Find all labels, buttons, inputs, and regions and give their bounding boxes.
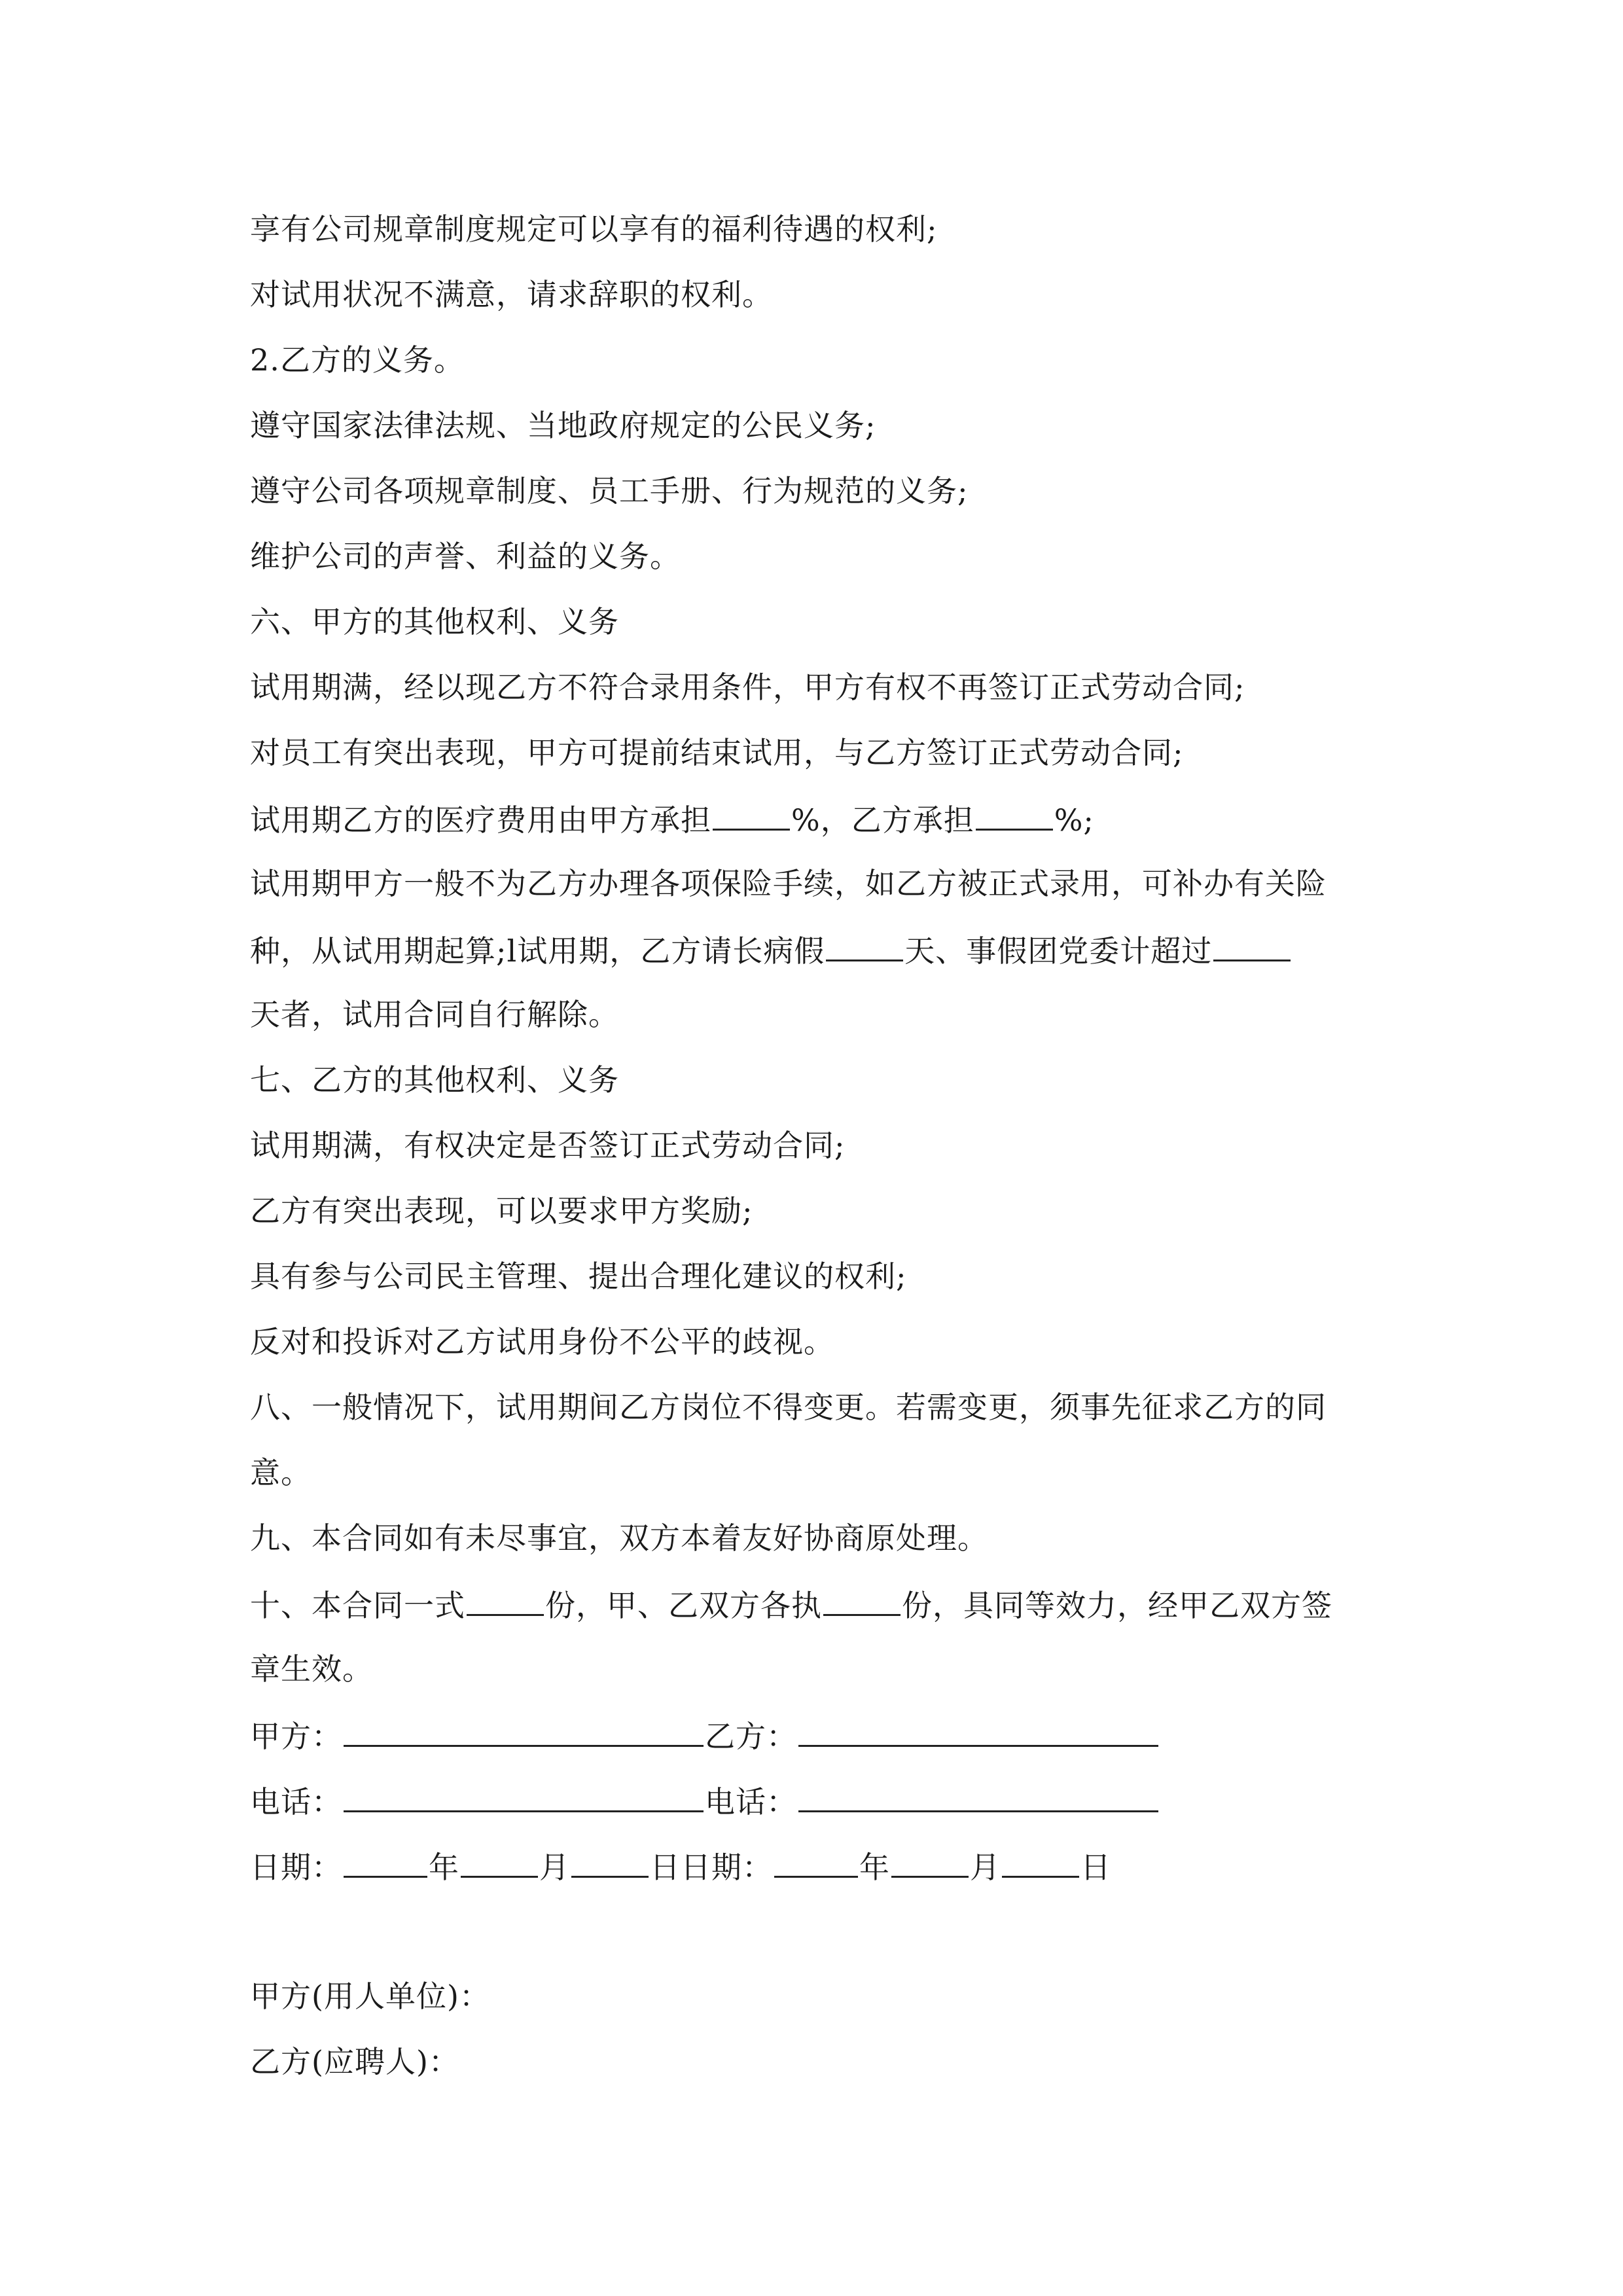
- month-label: 月: [970, 1850, 1001, 1885]
- day-label: 日: [650, 1850, 681, 1885]
- text-line-medical-cost: [250, 798, 1389, 840]
- text-segment: %，乙方承担: [791, 802, 974, 838]
- text-segment: 天、事假团党委计超过: [904, 933, 1213, 969]
- blank-field[interactable]: [976, 798, 1053, 831]
- year-b-field[interactable]: [774, 1846, 858, 1878]
- year-label: 年: [859, 1850, 890, 1885]
- blank-field[interactable]: [826, 929, 903, 961]
- text-line: 遵守公司各项规章制度、员工手册、行为规范的义务;: [250, 473, 969, 509]
- blank-field[interactable]: [823, 1584, 901, 1616]
- party-a-label: 甲方：: [250, 1719, 342, 1754]
- section-heading: 七、乙方的其他权利、义务: [250, 1062, 619, 1098]
- party-b-label: 乙方：: [705, 1719, 797, 1754]
- text-line: 意。: [250, 1455, 312, 1490]
- month-a-field[interactable]: [461, 1846, 538, 1878]
- blank-field[interactable]: [467, 1584, 544, 1616]
- text-line: 2.乙方的义务。: [250, 342, 465, 378]
- day-a-field[interactable]: [571, 1846, 649, 1878]
- text-line: 试用期甲方一般不为乙方办理各项保险手续，如乙方被正式录用，可补办有关险: [250, 866, 1327, 901]
- text-line: 乙方有突出表现，可以要求甲方奖励;: [250, 1193, 753, 1229]
- text-line: 对试用状况不满意，请求辞职的权利。: [250, 277, 773, 312]
- party-a-field[interactable]: [344, 1715, 704, 1747]
- date-a-label: 日期：: [250, 1850, 342, 1885]
- text-line: 对员工有突出表现，甲方可提前结束试用，与乙方签订正式劳动合同;: [250, 735, 1184, 770]
- text-line: 具有参与公司民主管理、提出合理化建议的权利;: [250, 1259, 907, 1294]
- party-b-field[interactable]: [798, 1715, 1158, 1747]
- phone-a-label: 电话：: [250, 1784, 342, 1820]
- text-segment: 试用期乙方的医疗费用由甲方承担: [250, 802, 711, 838]
- date-b-label: 日期：: [681, 1850, 773, 1885]
- footer-applicant: 乙方(应聘人)：: [250, 2044, 459, 2079]
- day-b-field[interactable]: [1002, 1846, 1079, 1878]
- text-line-leave: [250, 929, 1389, 971]
- text-line: 试用期满，经以现乙方不符合录用条件，甲方有权不再签订正式劳动合同;: [250, 670, 1245, 705]
- month-label: 月: [539, 1850, 570, 1885]
- signature-party-line: [250, 1715, 1389, 1756]
- blank-field[interactable]: [1213, 929, 1291, 961]
- text-segment: %;: [1054, 802, 1094, 838]
- text-line: 章生效。: [250, 1651, 373, 1687]
- year-a-field[interactable]: [344, 1846, 427, 1878]
- phone-a-field[interactable]: [344, 1780, 704, 1812]
- text-line-copies: [250, 1584, 1389, 1625]
- month-b-field[interactable]: [891, 1846, 969, 1878]
- phone-b-label: 电话：: [705, 1784, 797, 1820]
- text-segment: 十、本合同一式: [250, 1588, 465, 1623]
- text-line: 享有公司规章制度规定可以享有的福利待遇的权利;: [250, 211, 938, 247]
- section-heading: 八、一般情况下，试用期间乙方岗位不得变更。若需变更，须事先征求乙方的同: [250, 1390, 1327, 1425]
- text-line: 遵守国家法律法规、当地政府规定的公民义务;: [250, 408, 876, 443]
- text-segment: 份，甲、乙双方各执: [545, 1588, 822, 1623]
- text-line: 维护公司的声誉、利益的义务。: [250, 539, 681, 574]
- text-line: 反对和投诉对乙方试用身份不公平的歧视。: [250, 1324, 834, 1359]
- blank-field[interactable]: [713, 798, 790, 831]
- text-line: 天者，试用合同自行解除。: [250, 997, 619, 1032]
- signature-date-line: [250, 1846, 1389, 1887]
- section-heading: 六、甲方的其他权利、义务: [250, 604, 619, 639]
- text-segment: 份，具同等效力，经甲乙双方签: [902, 1588, 1332, 1623]
- phone-b-field[interactable]: [798, 1780, 1158, 1812]
- text-segment: 种，从试用期起算;l试用期，乙方请长病假: [250, 933, 825, 969]
- signature-phone-line: [250, 1780, 1389, 1821]
- section-heading: 九、本合同如有未尽事宜，双方本着友好协商原处理。: [250, 1520, 988, 1556]
- year-label: 年: [429, 1850, 459, 1885]
- day-label: 日: [1080, 1850, 1111, 1885]
- text-line: 试用期满，有权决定是否签订正式劳动合同;: [250, 1128, 846, 1163]
- footer-employer: 甲方(用人单位)：: [250, 1979, 490, 2014]
